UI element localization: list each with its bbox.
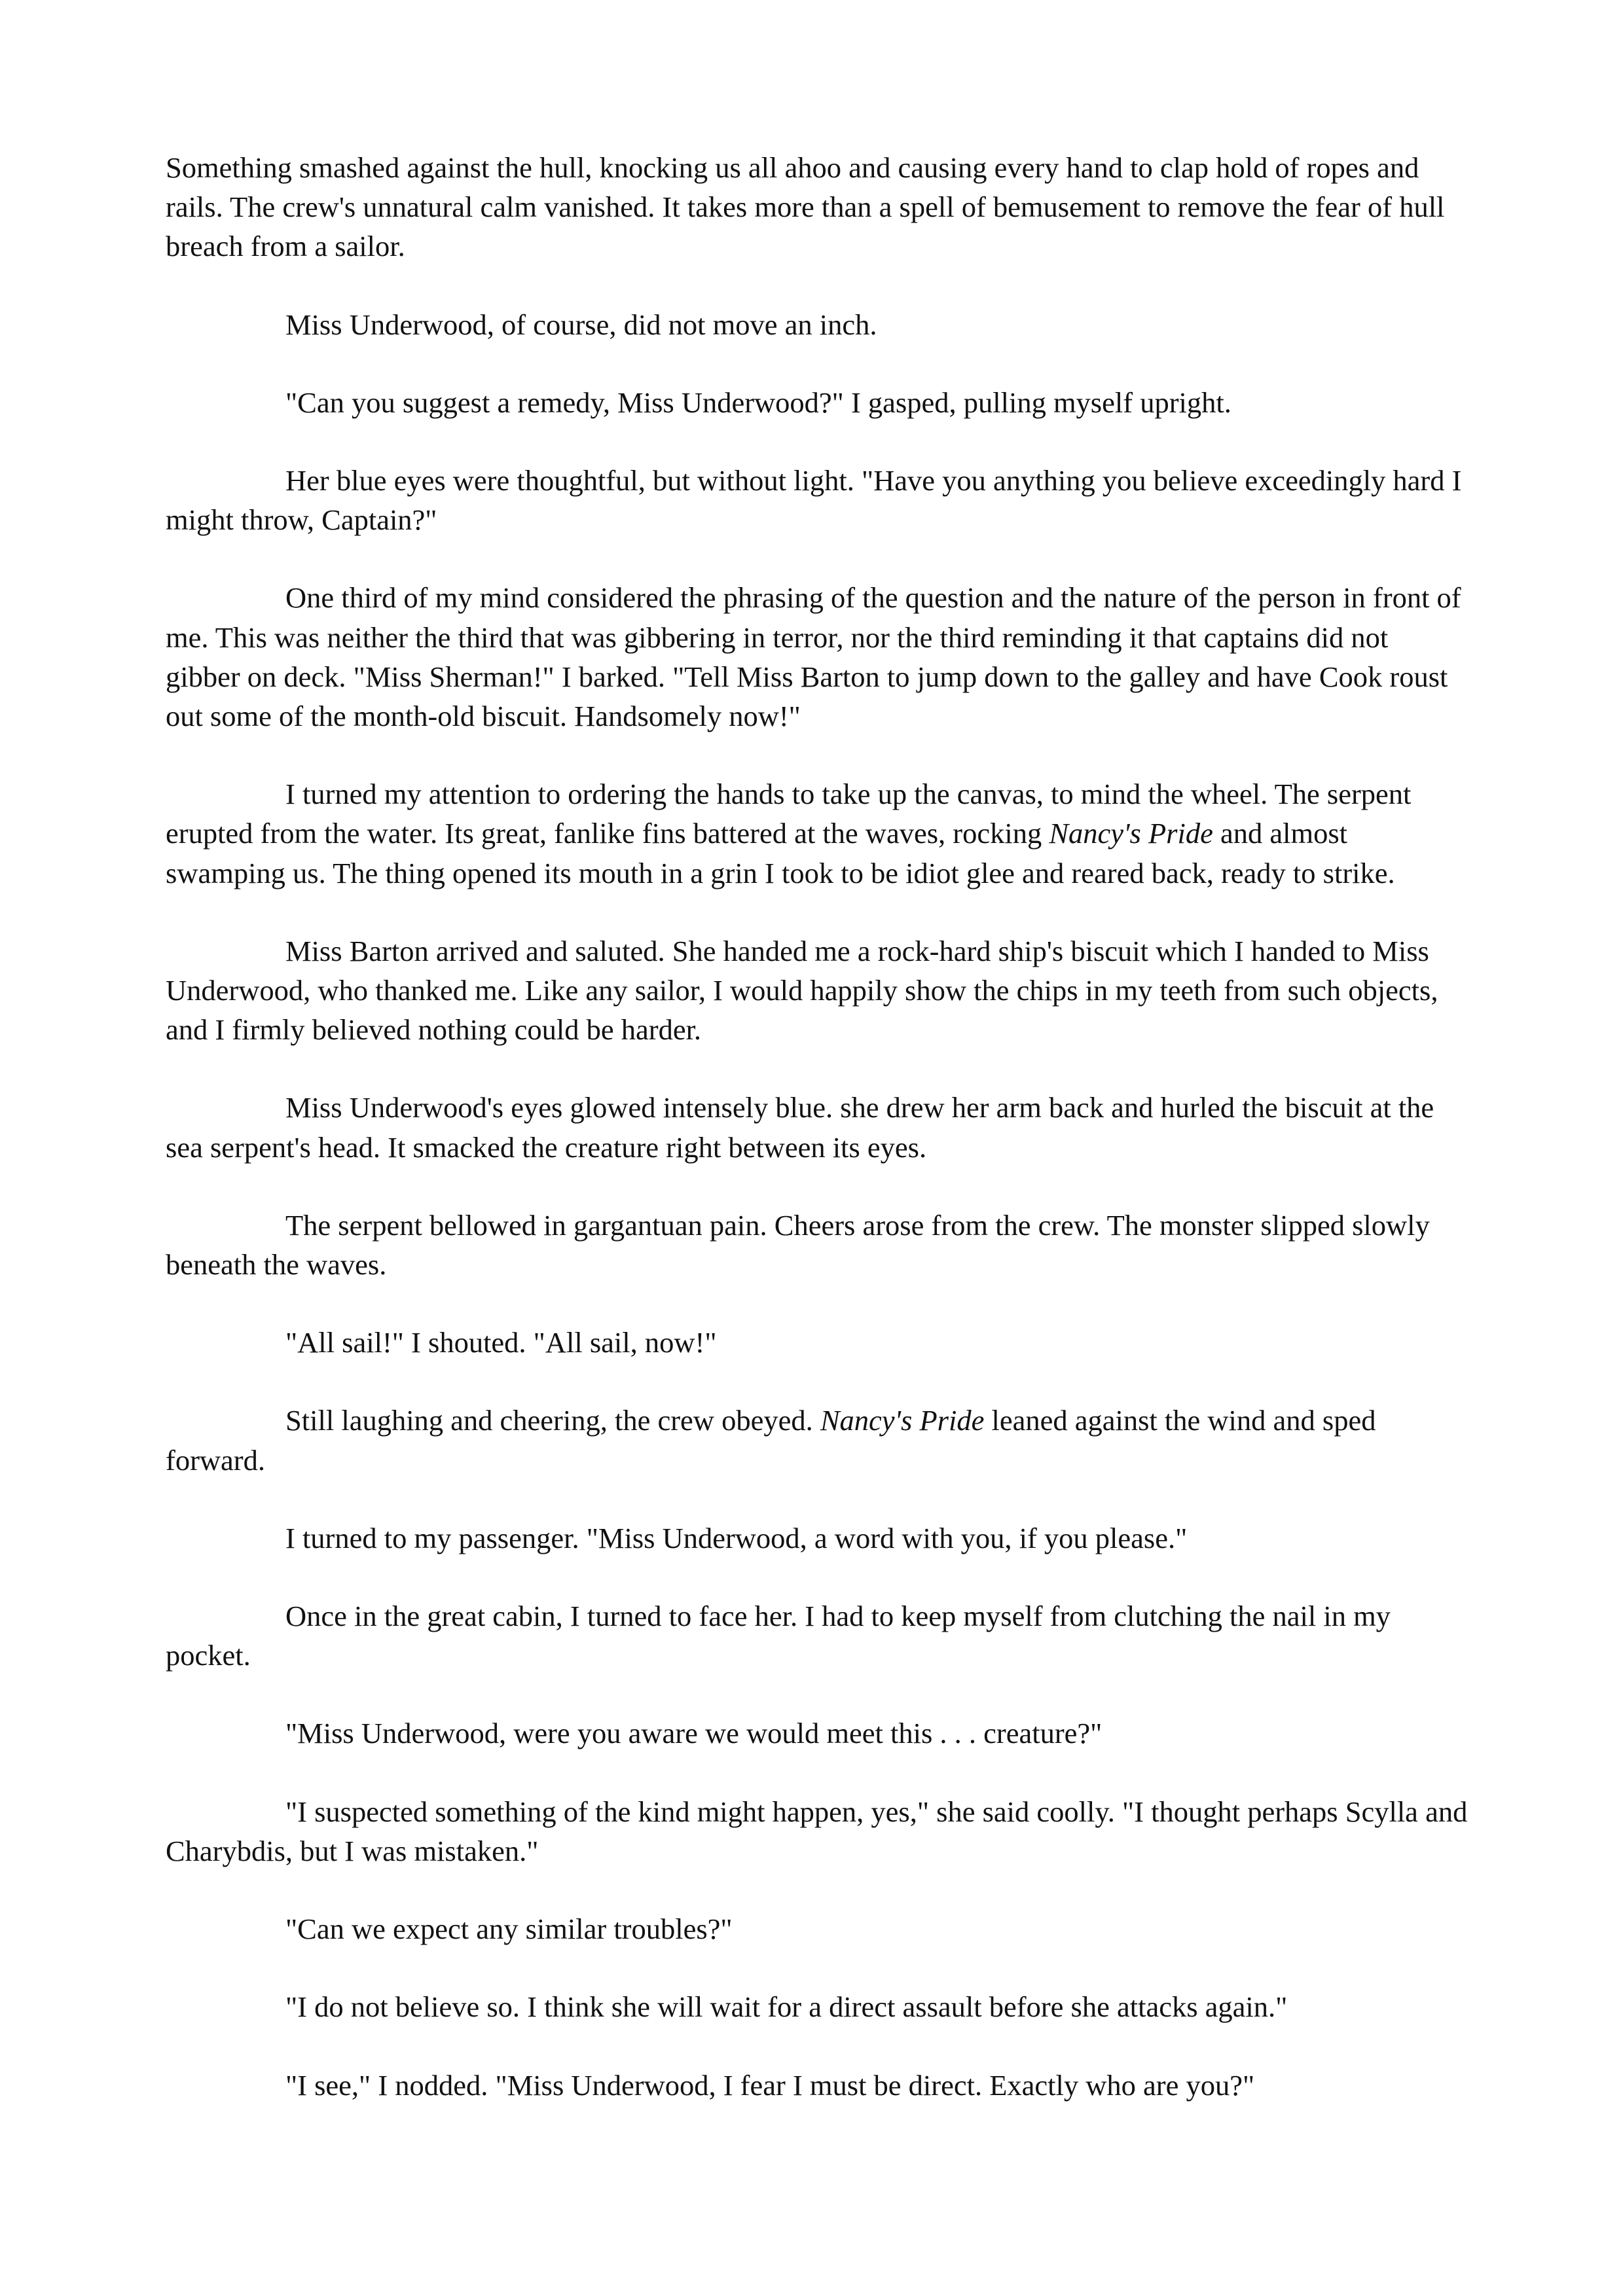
- paragraph: [166, 1909, 1468, 1948]
- text-segment: Something smashed against the hull, knocking us all ahoo and causing every hand to clap hold of ropes and rails. The crew's unnatural calm vanished. It takes more than a spell of bemusement to remove the fear of hull breach from a sailor.: [166, 151, 1445, 263]
- paragraph: [166, 148, 1468, 266]
- text-segment: Still laughing and cheering, the crew obeyed.: [285, 1404, 820, 1437]
- paragraph: [166, 1401, 1468, 1479]
- text-segment: Miss Barton arrived and saluted. She handed me a rock-hard ship's biscuit which I handed to Miss Underwood, who thanked me. Like any sailor, I would happily show the chips in my teeth from such objects, and I firmly believed nothing could be harder.: [166, 934, 1438, 1047]
- paragraph: [166, 2066, 1468, 2105]
- text-segment: I turned my attention to ordering the hands to take up the canvas, to mind the wheel. The serpent erupted from the water. Its great, fanlike fins battered at the waves, rocking: [166, 778, 1412, 850]
- paragraph: [166, 461, 1468, 539]
- paragraph: [166, 1088, 1468, 1166]
- paragraph: [166, 1323, 1468, 1362]
- text-segment: "All sail!" I shouted. "All sail, now!": [285, 1326, 717, 1359]
- paragraph: [166, 1792, 1468, 1871]
- paragraph: [166, 931, 1468, 1050]
- paragraph: [166, 1206, 1468, 1284]
- text-segment: I turned to my passenger. "Miss Underwood, a word with you, if you please.": [285, 1521, 1188, 1554]
- paragraph: [166, 578, 1468, 736]
- text-segment: and almost swamping us. The thing opened its mouth in a grin I took to be idiot glee and reared back, ready to strike.: [166, 817, 1395, 889]
- ship-name-italic: Nancy's Pride: [1049, 817, 1213, 850]
- text-segment: Once in the great cabin, I turned to face her. I had to keep myself from clutching the nail in my pocket.: [166, 1600, 1391, 1672]
- text-segment: One third of my mind considered the phrasing of the question and the nature of the person in front of me. This was neither the third that was gibbering in terror, nor the third reminding it that captains did not gibber on deck. "Miss Sherman!" I barked. "Tell Miss Barton to jump down to the galley and have Cook roust out some of the month-old biscuit. Handsomely now!": [166, 581, 1461, 733]
- text-segment: "Miss Underwood, were you aware we would meet this . . . creature?": [285, 1717, 1103, 1750]
- text-segment: "I suspected something of the kind might happen, yes," she said coolly. "I thought perhaps Scylla and Charybdis, but I was mistaken.": [166, 1795, 1468, 1867]
- paragraph: [166, 1987, 1468, 2026]
- document-page: [166, 148, 1468, 2144]
- text-segment: "I do not believe so. I think she will wait for a direct assault before she attacks again.": [285, 1990, 1288, 2024]
- text-segment: "I see," I nodded. "Miss Underwood, I fear I must be direct. Exactly who are you?": [285, 2068, 1255, 2102]
- text-segment: Her blue eyes were thoughtful, but without light. "Have you anything you believe exceedingly hard I might throw, Captain?": [166, 464, 1462, 537]
- text-segment: "Can you suggest a remedy, Miss Underwood?" I gasped, pulling myself upright.: [285, 386, 1231, 419]
- text-segment: Miss Underwood's eyes glowed intensely blue. she drew her arm back and hurled the biscuit at the sea serpent's head. It smacked the creature right between its eyes.: [166, 1091, 1434, 1164]
- paragraph: [166, 305, 1468, 344]
- paragraph: [166, 383, 1468, 422]
- paragraph: [166, 1713, 1468, 1753]
- paragraph: [166, 1518, 1468, 1558]
- text-segment: leaned against the wind and sped forward.: [166, 1404, 1376, 1477]
- ship-name-italic: Nancy's Pride: [820, 1404, 985, 1437]
- text-segment: "Can we expect any similar troubles?": [285, 1912, 733, 1946]
- paragraph: [166, 1596, 1468, 1675]
- text-segment: Miss Underwood, of course, did not move an inch.: [285, 308, 877, 341]
- text-segment: The serpent bellowed in gargantuan pain. Cheers arose from the crew. The monster slipped slowly beneath the waves.: [166, 1208, 1430, 1282]
- paragraph: [166, 774, 1468, 893]
